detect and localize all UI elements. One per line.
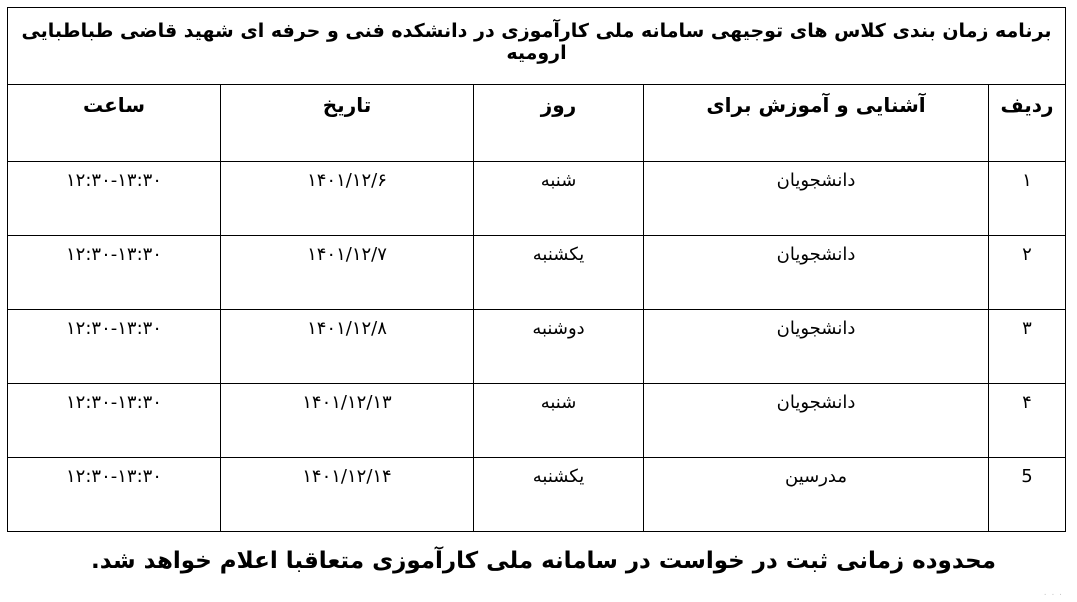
title-row [7,8,1065,85]
table-row [7,236,1065,310]
corner-watermark: ۰ ۰ ۰ [1042,590,1063,600]
header-time: ساعت [7,85,220,162]
cell-audience: دانشجویان [644,236,989,310]
cell-time: ۱۲:۳۰-۱۳:۳۰ [7,236,220,310]
cell-audience: دانشجویان [644,162,989,236]
table-row [7,458,1065,532]
cell-date: ۱۴۰۱/۱۲/۶ [221,162,474,236]
cell-day: یکشنبه [474,236,644,310]
header-row [7,85,1065,162]
cell-audience: دانشجویان [644,310,989,384]
cell-date: ۱۴۰۱/۱۲/۱۳ [221,384,474,458]
cell-day: یکشنبه [474,458,644,532]
schedule-table [7,7,1066,532]
cell-day: شنبه [474,162,644,236]
cell-row-number: ۲ [989,236,1066,310]
cell-audience: مدرسین [644,458,989,532]
cell-day: شنبه [474,384,644,458]
cell-audience: دانشجویان [644,384,989,458]
table-row [7,162,1065,236]
table-row [7,310,1065,384]
header-day: روز [474,85,644,162]
cell-row-number: ۱ [989,162,1066,236]
footer-note-text: محدوده زمانی ثبت در خواست در سامانه ملی کارآموزی متعاقبا اعلام خواهد شد. [91,548,996,574]
cell-date: ۱۴۰۱/۱۲/۱۴ [221,458,474,532]
table-row [7,384,1065,458]
cell-day: دوشنبه [474,310,644,384]
table-title: برنامه زمان بندی کلاس های توجیهی سامانه ملی کارآموزی در دانشکده فنی و حرفه ای شهید قاضی طباطبایی ارومیه [7,8,1065,85]
header-audience: آشنایی و آموزش برای [644,85,989,162]
cell-row-number: ۴ [989,384,1066,458]
cell-time: ۱۲:۳۰-۱۳:۳۰ [7,458,220,532]
schedule-sheet [8,7,1066,532]
footer-note [0,548,1077,574]
header-row-number: ردیف [989,85,1066,162]
cell-time: ۱۲:۳۰-۱۳:۳۰ [7,384,220,458]
header-date: تاریخ [221,85,474,162]
cell-time: ۱۲:۳۰-۱۳:۳۰ [7,162,220,236]
cell-date: ۱۴۰۱/۱۲/۷ [221,236,474,310]
cell-row-number: 5 [989,458,1066,532]
cell-row-number: ۳ [989,310,1066,384]
cell-time: ۱۲:۳۰-۱۳:۳۰ [7,310,220,384]
cell-date: ۱۴۰۱/۱۲/۸ [221,310,474,384]
